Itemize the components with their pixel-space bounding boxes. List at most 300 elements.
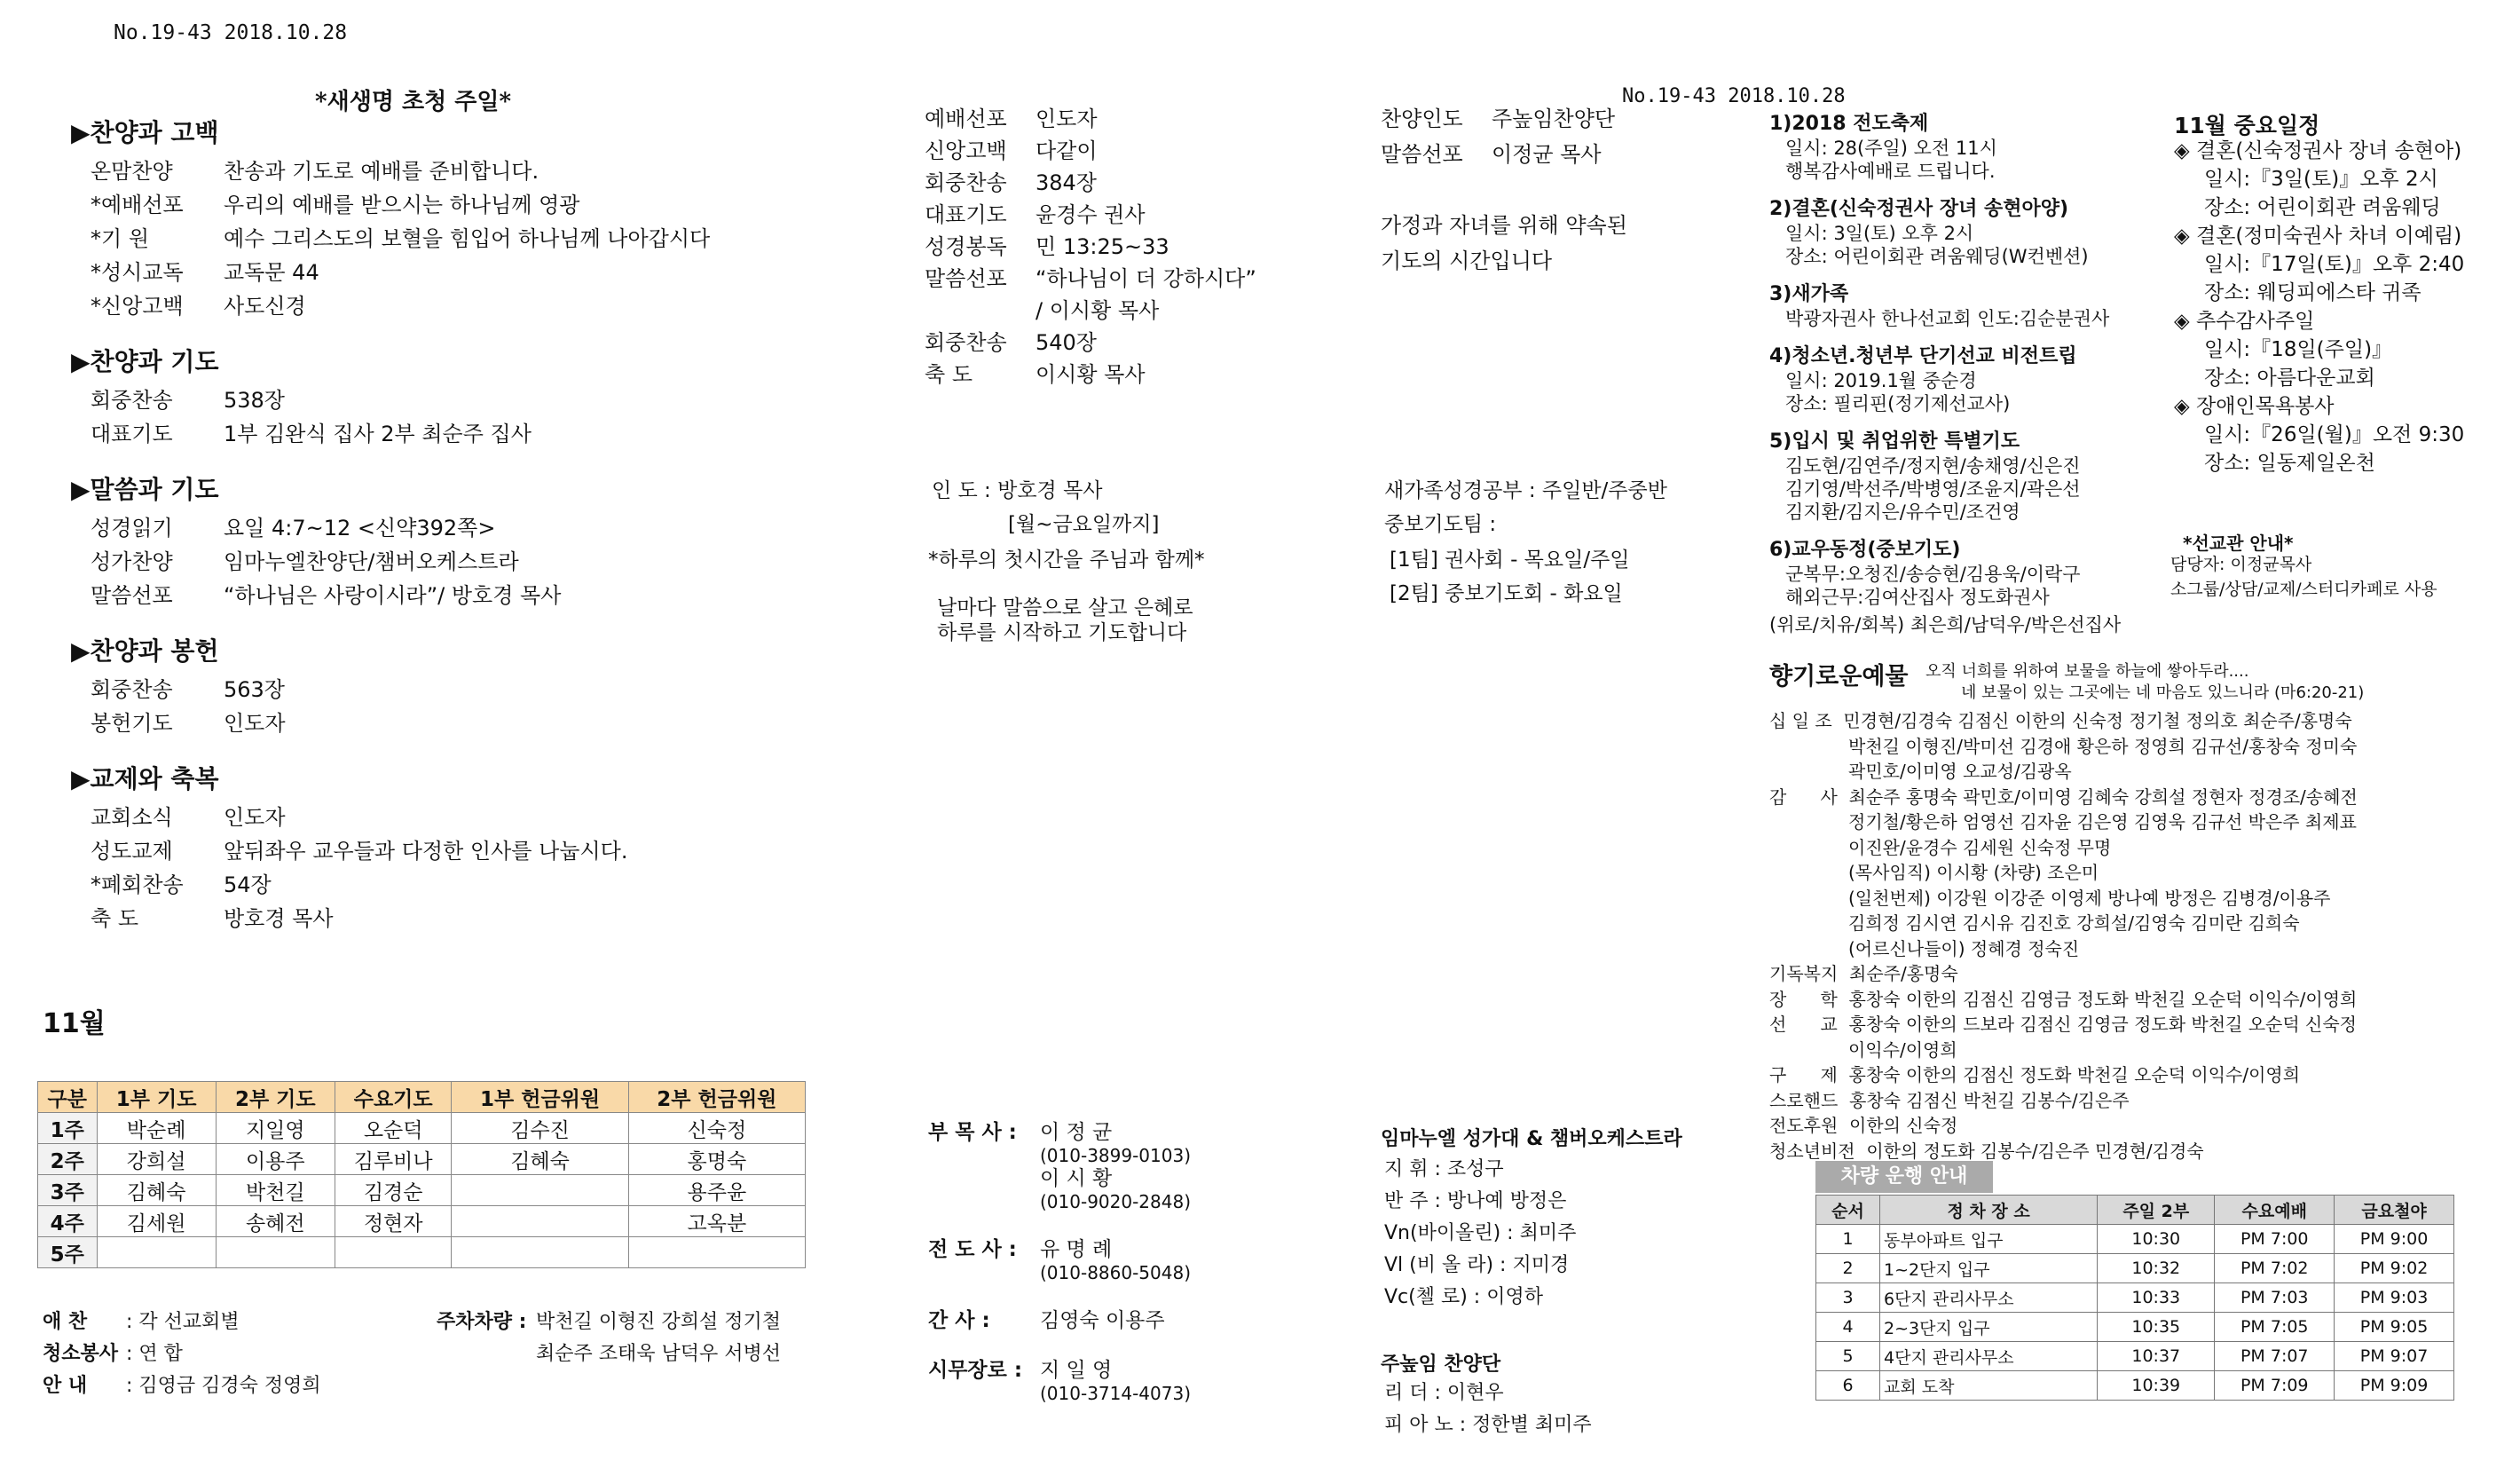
bus-cell: 10:37 xyxy=(2098,1342,2215,1371)
staff-name: 유 명 례 xyxy=(1040,1238,1113,1261)
service-title: *새생명 초청 주일* xyxy=(315,89,512,115)
schedule-line: 일시:『3일(토)』오후 2시 xyxy=(2204,168,2438,191)
schedule-line: 장소: 아름다운교회 xyxy=(2204,367,2375,390)
worship-order xyxy=(71,114,870,955)
comfort-prayer: (위로/치유/회복) 최은희/남덕우/박은선집사 xyxy=(1769,614,2122,635)
staff-role: 전 도 사 : xyxy=(928,1238,1017,1261)
order-value: 우리의 예배를 받으시는 하나님께 영광 xyxy=(224,193,580,217)
praise-member: 리 더 : 이현우 xyxy=(1384,1382,1504,1404)
choir-member: Vn(바이올린) : 최미주 xyxy=(1384,1222,1577,1244)
offering-line: 박천길 이형진/박미선 김경애 황은하 정영희 김규선/홍창숙 정미숙 xyxy=(1769,735,2358,757)
order-row xyxy=(71,579,870,612)
bus-cell: PM 9:05 xyxy=(2335,1313,2454,1342)
dawn-line-1: *하루의 첫시간을 주님과 함께* xyxy=(928,549,1205,572)
duty-value: : 김영금 김경숙 정영희 xyxy=(126,1375,321,1397)
order-row xyxy=(71,256,870,289)
duties-list xyxy=(43,1306,321,1402)
order-value: 384장 xyxy=(1036,170,1097,195)
bus-cell: 10:35 xyxy=(2098,1313,2215,1342)
order-value: / 이시황 목사 xyxy=(1036,298,1160,323)
bus-cell: PM 7:00 xyxy=(2215,1225,2335,1254)
intercession-label: 중보기도팀 : xyxy=(1384,513,1497,536)
month-label: 11월 xyxy=(43,1008,106,1039)
offering-line: 스로핸드 홍창숙 김점신 박천길 김봉수/김은주 xyxy=(1769,1089,2130,1111)
parking-line-2: 최순주 조태욱 남덕우 서병선 xyxy=(536,1343,782,1365)
news-line: 행복감사예배로 드립니다. xyxy=(1785,161,1996,182)
staff-entry xyxy=(928,1358,1191,1404)
family-line-2: 기도의 시간입니다 xyxy=(1381,249,1553,273)
order-row xyxy=(71,706,870,740)
bus-row xyxy=(1816,1225,2454,1254)
bus-cell: 2 xyxy=(1816,1254,1880,1283)
staff-phone: (010-3714-4073) xyxy=(1040,1383,1192,1404)
staff-names xyxy=(1040,1358,1191,1404)
order-row xyxy=(71,673,870,706)
order-label: 회중찬송 xyxy=(91,388,173,413)
table-cell: 3주 xyxy=(38,1175,98,1206)
sermon-label: 말씀선포 xyxy=(1381,142,1463,167)
table-cell: 4주 xyxy=(38,1206,98,1237)
order-row xyxy=(71,188,870,222)
table-cell: 강희설 xyxy=(97,1144,216,1175)
offering-title: 향기로운예물 xyxy=(1769,663,1909,691)
order-value: 윤경수 권사 xyxy=(1036,202,1146,227)
order-label: *예배선포 xyxy=(91,193,184,217)
order-value: 이시황 목사 xyxy=(1036,362,1146,387)
table-cell: 김혜숙 xyxy=(452,1144,628,1175)
order-row xyxy=(71,222,870,256)
bus-cell: 1~2단지 입구 xyxy=(1880,1254,2098,1283)
duty-label: 안 내 xyxy=(43,1375,88,1397)
duty-label: 애 찬 xyxy=(43,1311,88,1333)
bus-schedule-table xyxy=(1815,1195,2454,1401)
order-label: *성시교독 xyxy=(91,260,184,285)
parking-label: 주차차량 : xyxy=(437,1311,527,1333)
order-row xyxy=(71,511,870,545)
bus-title: 차량 운행 안내 xyxy=(1815,1161,1993,1193)
news-line: 김지환/김지은/유수민/조건영 xyxy=(1785,501,2020,523)
bus-column-header: 주일 2부 xyxy=(2098,1196,2215,1225)
column-header: 1부 기도 xyxy=(97,1082,216,1113)
order-row xyxy=(925,135,1256,167)
table-cell: 박순례 xyxy=(97,1113,216,1144)
order-label: 성도교제 xyxy=(91,839,173,864)
offering-line: 감 사 최순주 홍명숙 곽민호/이미영 김혜숙 강희설 정현자 정경조/송혜전 xyxy=(1769,785,2358,808)
november-schedule-title: 11월 중요일정 xyxy=(2174,113,2320,138)
table-cell xyxy=(452,1237,628,1268)
order-label: 교회소식 xyxy=(91,805,173,830)
order-value: 1부 김완식 집사 2부 최순주 집사 xyxy=(224,422,532,446)
choir-leader-value: 주높임찬양단 xyxy=(1492,107,1616,131)
bus-row xyxy=(1816,1342,2454,1371)
order-label: 대표기도 xyxy=(91,422,173,446)
order-row xyxy=(925,263,1256,295)
order-label: 신앙고백 xyxy=(925,138,1007,163)
news-line: 김도현/김연주/정지현/송채영/신은진 xyxy=(1785,455,2081,477)
order-value: 방호경 목사 xyxy=(224,906,334,931)
duty-value: : 각 선교회별 xyxy=(126,1311,240,1333)
bus-cell: PM 7:03 xyxy=(2215,1283,2335,1313)
order-value: 다같이 xyxy=(1036,138,1098,163)
offering-line: (어르신나들이) 정혜경 정숙진 xyxy=(1769,937,2080,959)
family-line-1: 가정과 자녀를 위해 약속된 xyxy=(1381,213,1627,238)
order-row xyxy=(71,801,870,834)
news-line: 장소: 어린이회관 려움웨딩(W컨벤션) xyxy=(1785,246,2089,267)
bus-cell: PM 7:05 xyxy=(2215,1313,2335,1342)
order-row xyxy=(925,231,1256,263)
order-row xyxy=(71,545,870,579)
bus-cell: 10:30 xyxy=(2098,1225,2215,1254)
table-cell: 김세원 xyxy=(97,1206,216,1237)
bus-cell: 10:39 xyxy=(2098,1371,2215,1401)
table-cell: 정현자 xyxy=(335,1206,452,1237)
choir-member: Vl (비 올 라) : 지미경 xyxy=(1384,1254,1570,1276)
table-cell: 박천길 xyxy=(216,1175,335,1206)
order-label: 말씀선포 xyxy=(925,266,1007,291)
order-label: 회중찬송 xyxy=(925,170,1007,195)
mission-house-title: *선교관 안내* xyxy=(2183,533,2294,554)
mission-line: 소그룹/상담/교제/스터디카페로 사용 xyxy=(2170,580,2437,599)
bus-cell: 5 xyxy=(1816,1342,1880,1371)
staff-name: 이 시 황 xyxy=(1040,1167,1113,1190)
issue-number-right: No.19-43 2018.10.28 xyxy=(1622,85,1846,107)
choir-member: 반 주 : 방나예 방정은 xyxy=(1384,1190,1567,1212)
order-value: 앞뒤좌우 교우들과 다정한 인사를 나눕시다. xyxy=(224,839,628,864)
order-value: 563장 xyxy=(224,677,285,702)
order-value: 54장 xyxy=(224,872,272,897)
bus-column-header: 순서 xyxy=(1816,1196,1880,1225)
table-cell xyxy=(335,1237,452,1268)
table-cell: 오순덕 xyxy=(335,1113,452,1144)
schedule-line: ◈ 결혼(신숙정권사 장녀 송현아) xyxy=(2174,139,2462,162)
order-label: *기 원 xyxy=(91,226,149,251)
offering-line: 정기철/황은하 엄영선 김자윤 김은영 김영욱 김규선 박은주 최제표 xyxy=(1769,811,2357,833)
order-section xyxy=(71,760,870,935)
mission-line: 담당자: 이정균목사 xyxy=(2170,555,2312,574)
table-cell: 2주 xyxy=(38,1144,98,1175)
intercession-team-2: [2팀] 중보기도회 - 화요일 xyxy=(1390,582,1623,605)
table-cell: 5주 xyxy=(38,1237,98,1268)
offering-line: 십 일 조 민경현/김경숙 김점신 이한의 신숙정 정기철 정의호 최순주/홍명숙 xyxy=(1769,710,2352,731)
order-row xyxy=(925,295,1256,327)
order-label: *폐회찬송 xyxy=(91,872,184,897)
duty-label: 청소봉사 xyxy=(43,1343,119,1365)
offering-verse-1: 오직 너희를 위하여 보물을 하늘에 쌓아두라.... xyxy=(1925,662,2249,681)
order-value: 민 13:25~33 xyxy=(1036,234,1169,259)
duty-row xyxy=(43,1370,321,1402)
news-title: 1)2018 전도축제 xyxy=(1769,113,1929,135)
bus-cell: PM 7:09 xyxy=(2215,1371,2335,1401)
offering-line: 기독복지 최순주/홍명숙 xyxy=(1769,963,1958,984)
choir-leader-row xyxy=(1381,103,1615,135)
order-label: 봉헌기도 xyxy=(91,711,173,736)
order-label: 대표기도 xyxy=(925,202,1007,227)
order-value: 예수 그리스도의 보혈을 힘입어 하나님께 나아갑시다 xyxy=(224,226,711,251)
order-value: 인도자 xyxy=(1036,107,1098,131)
table-cell: 김수진 xyxy=(452,1113,628,1144)
staff-entry xyxy=(928,1237,1191,1283)
dawn-days: [월~금요일까지] xyxy=(1008,513,1160,536)
dawn-leader: 인 도 : 방호경 목사 xyxy=(932,479,1103,502)
table-row xyxy=(38,1113,806,1144)
table-cell: 홍명숙 xyxy=(628,1144,805,1175)
schedule-line: 장소: 웨딩피에스타 귀족 xyxy=(2204,281,2422,304)
choir-title: 임마누엘 성가대 & 챔버오케스트라 xyxy=(1381,1128,1682,1150)
table-cell xyxy=(452,1206,628,1237)
second-service-order xyxy=(925,103,1256,391)
table-cell: 이용주 xyxy=(216,1144,335,1175)
news-title: 3)새가족 xyxy=(1769,283,1849,305)
table-cell: 김혜숙 xyxy=(97,1175,216,1206)
news-item xyxy=(1769,430,2160,524)
order-value: “하나님이 더 강하시다” xyxy=(1036,266,1256,291)
bus-cell: 6 xyxy=(1816,1371,1880,1401)
offering-verse-2: 네 보물이 있는 그곳에는 네 마음도 있느니라 (마6:20-21) xyxy=(1961,683,2365,702)
order-value: 임마누엘찬양단/챔버오케스트라 xyxy=(224,549,519,574)
mission-house-info xyxy=(2170,552,2437,602)
offering-line: 이진완/윤경수 김세원 신숙정 무명 xyxy=(1769,836,2112,858)
news-title: 6)교우동정(중보기도) xyxy=(1769,539,1961,561)
staff-entry xyxy=(928,1308,1191,1333)
sermon-row xyxy=(1381,138,1602,170)
choir-leader-label: 찬양인도 xyxy=(1381,107,1463,131)
column-header: 구분 xyxy=(38,1082,98,1113)
staff-name: 지 일 영 xyxy=(1040,1359,1113,1382)
order-label: 축 도 xyxy=(925,362,973,387)
choir-members xyxy=(1384,1154,1576,1314)
order-row xyxy=(925,167,1256,199)
table-row xyxy=(38,1144,806,1175)
offering-line: 구 제 홍창숙 이한의 김점신 정도화 박천길 오순덕 이익수/이영희 xyxy=(1769,1064,2301,1085)
schedule-line: 장소: 일동제일온천 xyxy=(2204,452,2375,475)
november-schedule xyxy=(2174,137,2464,477)
staff-entry xyxy=(928,1120,1191,1212)
order-value: 사도신경 xyxy=(224,294,306,319)
schedule-line: ◈ 결혼(정미숙권사 차녀 이예림) xyxy=(2174,225,2462,248)
news-title: 2)결혼(신숙정권사 장녀 송현아양) xyxy=(1769,198,2069,220)
order-row xyxy=(71,417,870,451)
order-section xyxy=(71,470,870,612)
intercession-team-1: [1팀] 권사회 - 목요일/주일 xyxy=(1390,549,1630,572)
section-title: ▶찬양과 고백 xyxy=(71,118,219,147)
news-line: 일시: 2019.1월 중순경 xyxy=(1785,370,1977,391)
table-cell: 송혜전 xyxy=(216,1206,335,1237)
order-row xyxy=(925,103,1256,135)
table-cell: 용주윤 xyxy=(628,1175,805,1206)
news-line: 일시: 3일(토) 오후 2시 xyxy=(1785,223,1974,244)
bus-column-header: 수요예배 xyxy=(2215,1196,2335,1225)
staff-role: 부 목 사 : xyxy=(928,1121,1017,1144)
table-cell xyxy=(97,1237,216,1268)
news-item xyxy=(1769,344,2160,415)
praise-team-members xyxy=(1384,1377,1592,1441)
offering-line: (일천번제) 이강원 이강준 이영제 방나예 방정은 김병경/이용주 xyxy=(1769,887,2331,909)
table-cell: 김루비나 xyxy=(335,1144,452,1175)
order-row xyxy=(925,327,1256,359)
section-title: ▶교제와 축복 xyxy=(71,764,219,793)
order-label: 회중찬송 xyxy=(925,330,1007,355)
table-header-row xyxy=(38,1082,806,1113)
staff-names xyxy=(1040,1120,1191,1212)
table-row xyxy=(38,1237,806,1268)
praise-team-title: 주높임 찬양단 xyxy=(1381,1354,1501,1376)
order-value: 인도자 xyxy=(224,805,286,830)
order-row xyxy=(925,199,1256,231)
table-row xyxy=(38,1206,806,1237)
bus-column-header: 금요철야 xyxy=(2335,1196,2454,1225)
order-value: 540장 xyxy=(1036,330,1097,355)
news-item xyxy=(1769,112,2160,183)
section-title: ▶말씀과 기도 xyxy=(71,475,219,504)
bible-study: 새가족성경공부 : 주일반/주중반 xyxy=(1384,479,1667,502)
order-label xyxy=(925,295,1036,327)
order-value: 인도자 xyxy=(224,711,286,736)
section-title: ▶찬양과 기도 xyxy=(71,347,219,376)
bus-cell: PM 9:03 xyxy=(2335,1283,2454,1313)
choir-member: 지 휘 : 조성구 xyxy=(1384,1158,1504,1180)
staff-names xyxy=(1040,1308,1165,1333)
bus-cell: 1 xyxy=(1816,1225,1880,1254)
staff-role: 시무장로 : xyxy=(928,1359,1023,1382)
order-section xyxy=(71,632,870,740)
order-label: 예배선포 xyxy=(925,107,1007,131)
bus-cell: 교회 도착 xyxy=(1880,1371,2098,1401)
offering-line: 청소년비전 이한의 정도화 김봉수/김은주 민경현/김경숙 xyxy=(1769,1140,2204,1162)
offering-line: 김희정 김시연 김시유 김진호 강희설/김영숙 김미란 김희숙 xyxy=(1769,912,2300,934)
news-line: 김기영/박선주/박병영/조윤지/곽은선 xyxy=(1785,478,2081,500)
news-title: 4)청소년.청년부 단기선교 비전트립 xyxy=(1769,345,2077,367)
order-value: 요일 4:7~12 <신약392쪽> xyxy=(224,516,496,541)
bus-cell: 10:33 xyxy=(2098,1283,2215,1313)
news-line: 해외근무:김여산집사 정도화권사 xyxy=(1785,587,2050,608)
order-label: 성경봉독 xyxy=(925,234,1007,259)
order-label: 온맘찬양 xyxy=(91,159,173,184)
bus-row xyxy=(1816,1283,2454,1313)
order-label: 성경읽기 xyxy=(91,516,173,541)
order-label: *신앙고백 xyxy=(91,294,184,319)
order-label: 축 도 xyxy=(91,906,138,931)
order-value: “하나님은 사랑이시라”/ 방호경 목사 xyxy=(224,583,562,608)
order-label: 말씀선포 xyxy=(91,583,173,608)
offering-line: 장 학 홍창숙 이한의 김점신 김영금 정도화 박천길 오순덕 이익수/이영희 xyxy=(1769,988,2358,1010)
schedule-line: 일시:『26일(월)』오전 9:30 xyxy=(2204,423,2465,446)
order-row xyxy=(71,154,870,188)
bus-cell: PM 9:09 xyxy=(2335,1371,2454,1401)
news-title: 5)입시 및 취업위한 특별기도 xyxy=(1769,430,2020,453)
table-cell: 지일영 xyxy=(216,1113,335,1144)
offering-list xyxy=(1769,708,2497,1164)
dawn-line-2: 날마다 말씀으로 살고 은혜로 xyxy=(937,596,1193,620)
schedule-line: 일시:『18일(주일)』 xyxy=(2204,338,2393,361)
order-row xyxy=(71,289,870,323)
order-row xyxy=(71,902,870,935)
table-cell: 김경순 xyxy=(335,1175,452,1206)
staff-name: 이 정 균 xyxy=(1040,1121,1113,1144)
column-header: 2부 기도 xyxy=(216,1082,335,1113)
parking-line-1: 박천길 이형진 강희설 정기철 xyxy=(536,1311,782,1333)
table-cell xyxy=(628,1237,805,1268)
staff-list xyxy=(928,1120,1191,1429)
order-value: 538장 xyxy=(224,388,285,413)
bus-cell: 6단지 관리사무소 xyxy=(1880,1283,2098,1313)
order-section xyxy=(71,114,870,323)
offering-line: 전도후원 이한의 신숙정 xyxy=(1769,1115,1958,1136)
offering-line: 선 교 홍창숙 이한의 드보라 김점신 김영금 정도화 박천길 오순덕 신숙정 xyxy=(1769,1014,2357,1035)
table-row xyxy=(38,1175,806,1206)
news-line: 일시: 28(주일) 오전 11시 xyxy=(1785,138,1997,159)
bus-cell: 4 xyxy=(1816,1313,1880,1342)
news-line: 박광자권사 한나선교회 인도:김순분권사 xyxy=(1785,308,2110,329)
dawn-line-3: 하루를 시작하고 기도합니다 xyxy=(937,621,1187,644)
choir-member: Vc(첼 로) : 이영하 xyxy=(1384,1286,1543,1308)
order-row xyxy=(71,868,870,902)
order-label: 성가찬양 xyxy=(91,549,173,574)
praise-member: 피 아 노 : 정한별 최미주 xyxy=(1384,1414,1592,1436)
sermon-value: 이정균 목사 xyxy=(1492,142,1602,167)
schedule-line: ◈ 추수감사주일 xyxy=(2174,310,2315,333)
news-item xyxy=(1769,197,2160,268)
staff-phone: (010-8860-5048) xyxy=(1040,1262,1192,1283)
offering-line: (목사임직) 이시황 (차량) 조은미 xyxy=(1769,862,2099,883)
news-item xyxy=(1769,538,2160,609)
order-value: 찬송과 기도로 예배를 준비합니다. xyxy=(224,159,539,184)
section-title: ▶찬양과 봉헌 xyxy=(71,636,219,666)
table-cell xyxy=(216,1237,335,1268)
bus-header-row xyxy=(1816,1196,2454,1225)
order-row xyxy=(71,834,870,868)
staff-phone: (010-3899-0103) xyxy=(1040,1145,1192,1166)
duty-row xyxy=(43,1338,321,1370)
prayer-schedule-table xyxy=(37,1081,806,1268)
staff-names xyxy=(1040,1237,1191,1283)
bus-cell: PM 7:02 xyxy=(2215,1254,2335,1283)
offering-line: 곽민호/이미영 오교성/김광옥 xyxy=(1769,761,2072,782)
schedule-line: 일시:『17일(토)』오후 2:40 xyxy=(2204,253,2465,276)
order-label: 회중찬송 xyxy=(91,677,173,702)
schedule-line: 장소: 어린이회관 려움웨딩 xyxy=(2204,196,2441,219)
bus-column-header: 정 차 장 소 xyxy=(1880,1196,2098,1225)
duty-row xyxy=(43,1306,321,1338)
bus-cell: PM 9:00 xyxy=(2335,1225,2454,1254)
issue-number: No.19-43 2018.10.28 xyxy=(114,21,348,44)
bus-row xyxy=(1816,1371,2454,1401)
bus-cell: 4단지 관리사무소 xyxy=(1880,1342,2098,1371)
order-value: 교독문 44 xyxy=(224,260,319,285)
table-cell: 1주 xyxy=(38,1113,98,1144)
news-line: 군복무:오청진/송승현/김용욱/이락구 xyxy=(1785,564,2081,585)
order-row xyxy=(925,359,1256,391)
bus-cell: 동부아파트 입구 xyxy=(1880,1225,2098,1254)
table-cell: 고옥분 xyxy=(628,1206,805,1237)
bus-cell: 3 xyxy=(1816,1283,1880,1313)
bus-cell: PM 7:07 xyxy=(2215,1342,2335,1371)
column-header: 1부 헌금위원 xyxy=(452,1082,628,1113)
order-section xyxy=(71,343,870,451)
bus-row xyxy=(1816,1254,2454,1283)
staff-name: 김영숙 이용주 xyxy=(1040,1309,1165,1332)
bus-cell: PM 9:07 xyxy=(2335,1342,2454,1371)
column-header: 수요기도 xyxy=(335,1082,452,1113)
column-header: 2부 헌금위원 xyxy=(628,1082,805,1113)
bus-row xyxy=(1816,1313,2454,1342)
bus-cell: 10:32 xyxy=(2098,1254,2215,1283)
church-news xyxy=(1769,112,2160,637)
news-item xyxy=(1769,282,2160,330)
news-line: 장소: 필리핀(정기제선교사) xyxy=(1785,393,2011,414)
staff-role: 간 사 : xyxy=(928,1309,990,1332)
table-cell: 신숙정 xyxy=(628,1113,805,1144)
schedule-line: ◈ 장애인목욕봉사 xyxy=(2174,395,2335,418)
